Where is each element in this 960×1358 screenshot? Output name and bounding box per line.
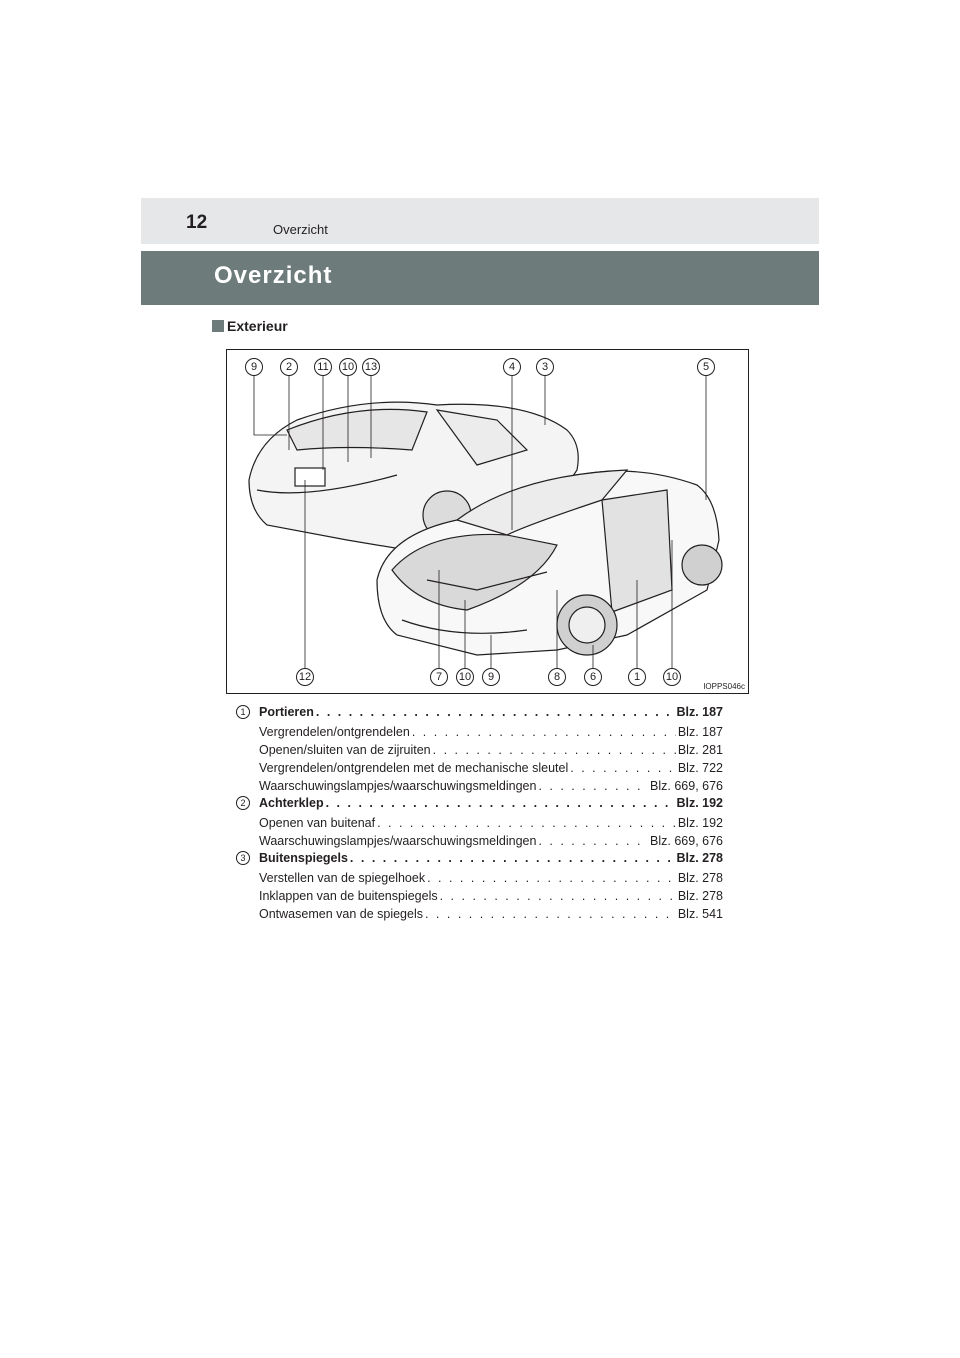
- callout-bottom-8: 10: [663, 668, 681, 686]
- entry-item: Waarschuwingslampjes/waarschuwingsmeldingen . . . Blz. 669, 676: [259, 834, 723, 852]
- entry-item: Waarschuwingslampjes/waarschuwingsmeldingen . . . Blz. 669, 676: [259, 779, 723, 797]
- entry-title-line: [259, 705, 723, 725]
- entry-portieren: [236, 705, 723, 797]
- entry-title-line: [259, 851, 723, 871]
- entry-number: 3: [236, 851, 250, 865]
- callout-bottom-3: 10: [456, 668, 474, 686]
- entry-page: Blz. 192: [676, 796, 723, 810]
- entry-title: Portieren: [259, 705, 314, 719]
- header-section-title: Overzicht: [273, 222, 328, 237]
- page-header: [141, 198, 819, 244]
- entry-title-line: [259, 796, 723, 816]
- callout-bottom-2: 7: [430, 668, 448, 686]
- section-heading: [212, 318, 288, 334]
- callout-top-8: 5: [697, 358, 715, 376]
- section-title: Exterieur: [227, 318, 288, 334]
- callout-bottom-1: 12: [296, 668, 314, 686]
- callout-top-3: 11: [314, 358, 332, 376]
- rear-window: [287, 409, 427, 450]
- figure-code: IOPPS046c: [703, 682, 745, 691]
- exterior-illustration: [226, 349, 749, 694]
- entry-page: Blz. 278: [676, 851, 723, 865]
- section-square-icon: [212, 320, 224, 332]
- callout-top-2: 2: [280, 358, 298, 376]
- callout-bottom-7: 1: [628, 668, 646, 686]
- entry-page: Blz. 187: [676, 705, 723, 719]
- entry-achterklep: [236, 796, 723, 852]
- callout-bottom-5: 8: [548, 668, 566, 686]
- entry-number: 2: [236, 796, 250, 810]
- entry-item: Openen van buitenaf . . . Blz. 192: [259, 816, 723, 834]
- entry-number: 1: [236, 705, 250, 719]
- callout-top-5: 13: [362, 358, 380, 376]
- entry-buitenspiegels: [236, 851, 723, 925]
- callout-top-7: 3: [536, 358, 554, 376]
- entry-title: Achterklep: [259, 796, 324, 810]
- chapter-band: [141, 251, 819, 305]
- entry-item: Vergrendelen/ontgrendelen met de mechanische sleutel . . . Blz. 722: [259, 761, 723, 779]
- entry-item: Verstellen van de spiegelhoek . . . Blz. 278: [259, 871, 723, 889]
- chapter-title: Overzicht: [214, 262, 333, 289]
- callout-top-6: 4: [503, 358, 521, 376]
- entry-title: Buitenspiegels: [259, 851, 348, 865]
- entry-item: Inklappen van de buitenspiegels . . . Blz. 278: [259, 889, 723, 907]
- callout-bottom-4: 9: [482, 668, 500, 686]
- entry-item: Ontwasemen van de spiegels . . . Blz. 541: [259, 907, 723, 925]
- entry-item: Vergrendelen/ontgrendelen . . . Blz. 187: [259, 725, 723, 743]
- car-drawing: [227, 350, 749, 694]
- callout-top-4: 10: [339, 358, 357, 376]
- entry-item: Openen/sluiten van de zijruiten . . . Blz. 281: [259, 743, 723, 761]
- callout-top-1: 9: [245, 358, 263, 376]
- callout-bottom-6: 6: [584, 668, 602, 686]
- page-number: 12: [186, 212, 208, 233]
